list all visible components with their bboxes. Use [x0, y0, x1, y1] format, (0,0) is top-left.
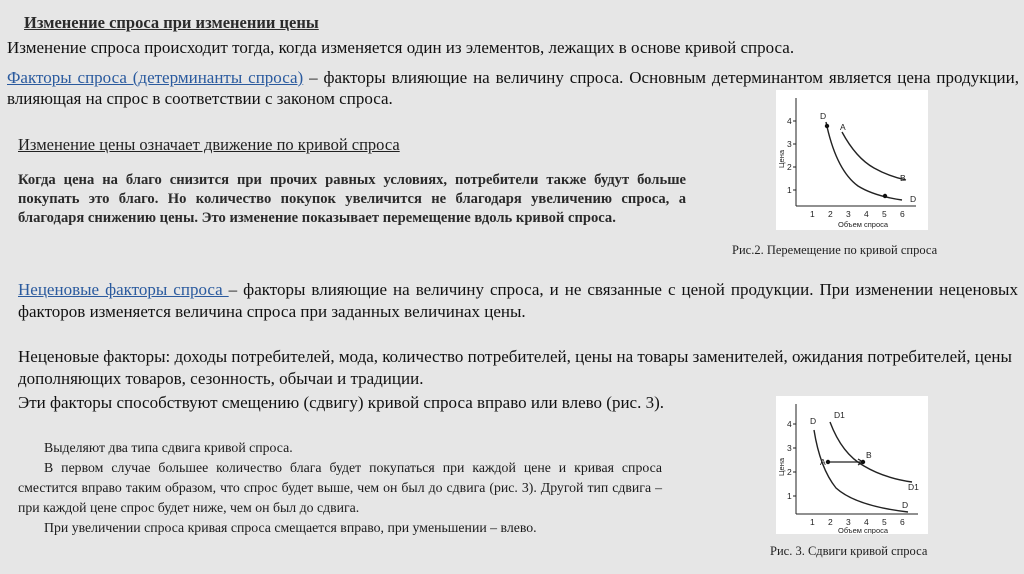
shift-types-line1: Выделяют два типа сдвига кривой спроса.: [44, 440, 293, 455]
fig3-xtick-4: 4: [864, 517, 869, 527]
fig2-chart: [776, 90, 928, 230]
fig2-xtick-2: 2: [828, 209, 833, 219]
fig2-xtick-1: 1: [810, 209, 815, 219]
fig2-xtick-3: 3: [846, 209, 851, 219]
fig3-xtick-6: 6: [900, 517, 905, 527]
shift-types-line2: В первом случае большее количество блага будет покупаться при каждой цене и кривая спроса сместится вправо таким образом, что спрос будет выше, чем он был до сдвига (рис. 3). Другой тип сдвига – при каждой цене спрос будет ниже, чем он был до сдвига.: [18, 460, 662, 515]
fig3-label-d-top: D: [810, 416, 817, 426]
nonprice-list-paragraph: Неценовые факторы: доходы потребителей, мода, количество потребителей, цены на товары заменителей, ожидания потребителей, цены дополняющих товаров, сезонность, обычаи и традиции.: [18, 347, 1012, 388]
shift-paragraph: Эти факторы способствуют смещению (сдвигу) кривой спроса вправо или влево (рис. 3).: [18, 393, 664, 412]
price-change-paragraph: Когда цена на благо снизится при прочих равных условиях, потребители также будут больше покупать это благо. Но количество покупок увеличится не благодаря увеличению спроса, а благодаря снижению цены. Это изменение показывает перемещение вдоль кривой спроса.: [18, 172, 686, 226]
intro-paragraph: Изменение спроса происходит тогда, когда изменяется один из элементов, лежащих в основе кривой спроса.: [7, 38, 795, 57]
fig3-ytick-2: 2: [787, 467, 792, 477]
fig3-xlabel: Объем спроса: [838, 526, 889, 534]
fig2-label-d-bottom: D: [910, 194, 917, 204]
fig2-ytick-4: 4: [787, 116, 792, 126]
nonprice-text: – факторы влияющие на величину спроса, и не связанные с ценой продукции. При изменении неценовых факторов изменяется величина спроса при заданных величинах цены.: [18, 280, 1018, 321]
fig3-label-d1-bottom: D1: [908, 482, 919, 492]
fig3-xtick-3: 3: [846, 517, 851, 527]
factors-text: – факторы влияющие на величину спроса. Основным детерминантом является цена продукции, влияющая на спрос в соответствии с законом спроса.: [7, 68, 1019, 108]
fig2-point-bottom: [883, 194, 887, 198]
fig2-curve-ab: [842, 132, 906, 180]
fig3-caption: Рис. 3. Сдвиги кривой спроса: [770, 544, 928, 558]
fig2-ylabel: Цена: [777, 149, 786, 168]
fig3-xtick-5: 5: [882, 517, 887, 527]
price-change-heading: Изменение цены означает движение по кривой спроса: [18, 135, 400, 154]
nonprice-paragraph: [18, 279, 1018, 323]
fig3-label-b: B: [866, 450, 872, 460]
fig3-ylabel: Цена: [777, 457, 786, 476]
shift-types-line3: При увеличении спроса кривая спроса смещается вправо, при уменьшении – влево.: [44, 520, 537, 535]
fig3-chart: [776, 396, 928, 534]
fig3-curve-d: [814, 430, 908, 512]
fig2-xlabel: Объем спроса: [838, 220, 889, 229]
fig2-point-top: [825, 124, 829, 128]
fig2-label-a: A: [840, 122, 846, 132]
nonprice-link[interactable]: Неценовые факторы спроса: [18, 280, 229, 299]
fig3-point-a: [826, 460, 830, 464]
figure-2: [776, 90, 928, 230]
fig3-label-d-bottom: D: [902, 500, 909, 510]
fig2-label-b: B: [900, 173, 906, 183]
fig2-ytick-2: 2: [787, 162, 792, 172]
fig2-ytick-1: 1: [787, 185, 792, 195]
fig2-ytick-3: 3: [787, 139, 792, 149]
page-title: Изменение спроса при изменении цены: [24, 13, 319, 32]
fig3-label-d1-top: D1: [834, 410, 845, 420]
fig2-xtick-6: 6: [900, 209, 905, 219]
factors-link[interactable]: Факторы спроса (детерминанты спроса): [7, 68, 304, 87]
figure-3: [776, 396, 928, 534]
fig2-label-d-top: D: [820, 111, 827, 121]
fig3-xtick-1: 1: [810, 517, 815, 527]
fig2-xtick-5: 5: [882, 209, 887, 219]
fig2-caption: Рис.2. Перемещение по кривой спроса: [732, 243, 938, 257]
fig3-ytick-3: 3: [787, 443, 792, 453]
fig3-ytick-4: 4: [787, 419, 792, 429]
fig3-ytick-1: 1: [787, 491, 792, 501]
fig3-point-b: [861, 460, 865, 464]
shift-types-block: [18, 438, 662, 538]
fig3-label-a: A: [820, 457, 826, 467]
fig2-xtick-4: 4: [864, 209, 869, 219]
fig3-xtick-2: 2: [828, 517, 833, 527]
